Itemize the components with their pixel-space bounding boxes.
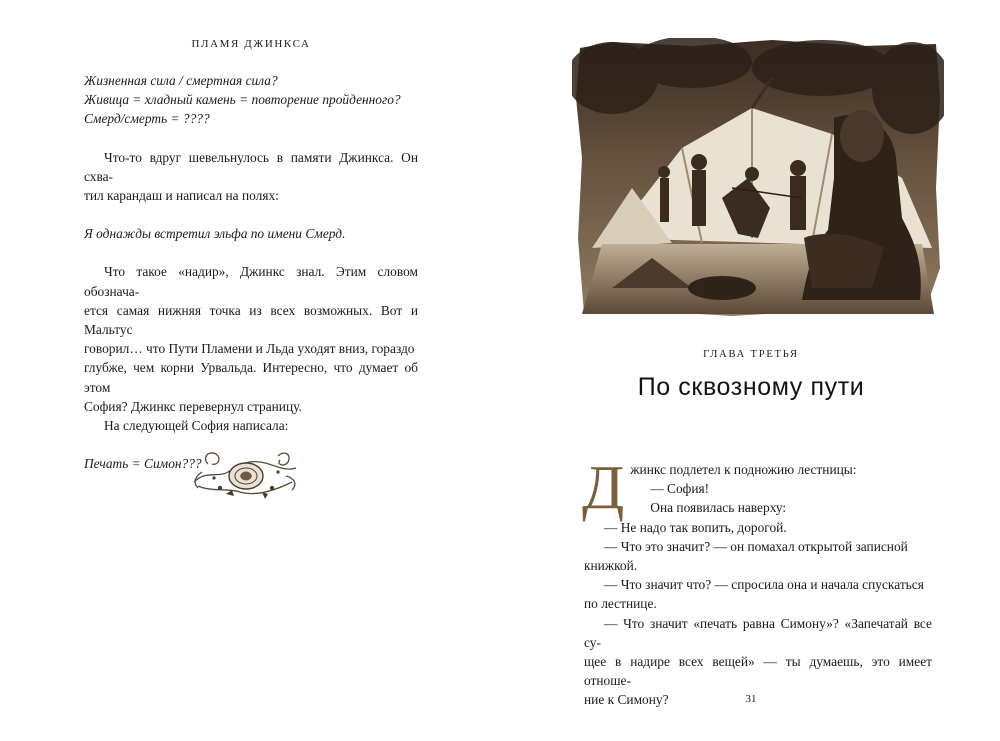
note-line: Жизненная сила / смертная сила? <box>84 73 278 88</box>
paragraph-line: Что-то вдруг шевельнулось в памяти Джинкса. Он схва- <box>84 149 418 184</box>
tent-camp-illustration-icon <box>572 38 944 320</box>
right-page <box>500 0 1000 741</box>
paragraph-line: жинкс подлетел к подножию лестницы: <box>630 462 857 477</box>
paragraph-line: щее в надире всех вещей» — ты думаешь, это имеет отноше- <box>584 654 932 689</box>
note-line: Смерд/смерть = ???? <box>84 111 210 127</box>
paragraph-line: ется самая нижняя точка из всех возможных. Вот и Мальтус <box>84 302 418 338</box>
chapter-text <box>582 454 932 710</box>
paragraph-line: глубже, чем корни Урвальда. Интересно, что думает об этом <box>84 360 418 395</box>
paragraph-line: тил карандаш и написал на полях: <box>84 188 279 204</box>
paragraph-line: ние к Симону? <box>584 692 669 708</box>
page-number: 31 <box>745 693 757 705</box>
paragraph-line: Она появилась наверху: <box>650 500 787 516</box>
drop-cap: Д <box>582 454 625 522</box>
chapter-label: ГЛАВА ТРЕТЬЯ <box>703 349 799 360</box>
dialogue-line: — Что это значит? — он помахал открытой записной <box>604 538 908 554</box>
left-page-text <box>84 71 418 473</box>
ornamental-vignette-icon <box>188 442 302 504</box>
note-line: Живица = хладный камень = повторение пройденного? <box>84 92 401 108</box>
dialogue-line: — София! <box>650 481 710 497</box>
paragraph-line: Что такое «надир», Джинкс знал. Этим словом обознача- <box>84 264 418 299</box>
dialogue-line: — Не надо так вопить, дорогой. <box>604 519 787 535</box>
paragraph-line: по лестнице. <box>584 596 657 612</box>
paragraph-line: книжкой. <box>584 558 638 574</box>
paragraph-line: София? Джинкс перевернул страницу. <box>84 398 302 414</box>
paragraph-line: говорил… что Пути Пламени и Льда уходят вниз, гораздо <box>84 341 415 357</box>
chapter-title: По сквозному пути <box>637 373 865 401</box>
paragraph-line: На следующей София написала: <box>104 418 289 434</box>
note-line: Я однажды встретил эльфа по имени Смерд. <box>84 226 346 242</box>
dialogue-line: — Что значит что? — спросила она и начала спускаться <box>604 577 924 593</box>
note-line: Печать = Симон??? <box>84 456 202 472</box>
running-head: ПЛАМЯ ДЖИНКСА <box>191 38 311 50</box>
dialogue-line: — Что значит «печать равна Симону»? «Запечатай все су- <box>584 615 932 650</box>
